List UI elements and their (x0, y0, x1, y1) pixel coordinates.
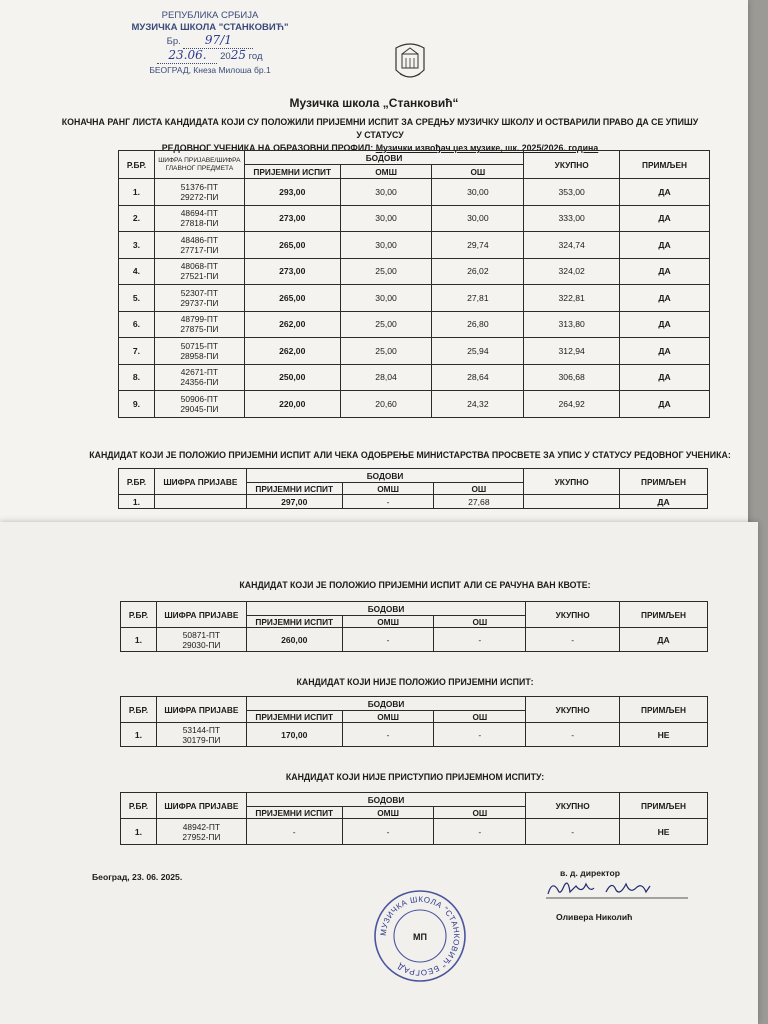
table-row (121, 628, 708, 652)
table-row (121, 723, 708, 747)
cell-exam: 262,00 (244, 311, 340, 338)
stamp-date-day: 23.06. (168, 48, 207, 62)
cell-total: - (526, 723, 620, 747)
col-rb: Р.БР. (121, 697, 157, 723)
official-seal-icon (372, 888, 468, 984)
col-admitted: ПРИМЉЕН (620, 697, 708, 723)
table-row (119, 232, 710, 259)
cell-code-2: 27875-ПИ (180, 324, 219, 335)
cell-exam: 170,00 (246, 723, 342, 747)
cell-omsh: 25,00 (340, 258, 432, 285)
stamp-number-line (120, 34, 300, 49)
cell-code-1: 48068-ПТ (180, 261, 218, 272)
col-points: БОДОВИ (246, 793, 525, 807)
cell-total: 313,80 (524, 311, 620, 338)
cell-exam: 250,00 (244, 364, 340, 391)
col-total: УКУПНО (526, 602, 620, 628)
cell-rb: 1. (121, 628, 157, 652)
cell-code (156, 819, 246, 845)
cell-omsh: 30,00 (340, 285, 432, 312)
col-code: ШИФРА ПРИЈАВЕ (156, 793, 246, 819)
cell-omsh: 20,60 (340, 391, 432, 418)
crest-icon (390, 40, 430, 84)
col-code: ШИФРА ПРИЈАВЕ (156, 602, 246, 628)
cell-code (154, 391, 244, 418)
cell-exam: 273,00 (244, 258, 340, 285)
cell-rb: 4. (119, 258, 155, 285)
col-osh: ОШ (434, 616, 526, 628)
cell-omsh: 25,00 (340, 311, 432, 338)
stamp-date-year-prefix: 20 (220, 51, 231, 62)
cell-admitted: ДА (620, 311, 710, 338)
col-total: УКУПНО (526, 793, 620, 819)
cell-code-1: 53144-ПТ (182, 724, 220, 735)
cell-omsh: 30,00 (340, 179, 432, 206)
cell-total: 322,81 (524, 285, 620, 312)
svg-text:МУЗИЧКА ШКОЛА "СТАНКОВИЋ" БЕОГ: МУЗИЧКА ШКОЛА "СТАНКОВИЋ" БЕОГРАД (378, 894, 462, 978)
col-osh: ОШ (434, 483, 524, 495)
col-omsh: ОМШ (342, 711, 434, 723)
col-points: БОДОВИ (246, 697, 525, 711)
cell-omsh: 25,00 (340, 338, 432, 365)
cell-admitted: ДА (620, 179, 710, 206)
cell-osh: - (434, 723, 526, 747)
table-row (119, 338, 710, 365)
quota-section-title: КАНДИДАТ КОЈИ ЈЕ ПОЛОЖИО ПРИЈЕМНИ ИСПИТ АЛИ СЕ РАЧУНА ВАН КВОТЕ: (239, 580, 591, 590)
cell-exam: 260,00 (246, 628, 342, 652)
cell-omsh: 30,00 (340, 232, 432, 259)
stamp-date-year: 25 (230, 48, 246, 62)
cell-code-1: 50715-ПТ (180, 340, 218, 351)
cell-admitted: ДА (620, 495, 708, 509)
director-label: в. д. директор (560, 868, 620, 878)
cell-total: 264,92 (524, 391, 620, 418)
cell-total: 333,00 (524, 205, 620, 232)
table-row (119, 391, 710, 418)
cell-rb: 3. (119, 232, 155, 259)
cell-code-2: 27952-ПИ (182, 831, 221, 842)
cell-rb: 5. (119, 285, 155, 312)
cell-rb: 1. (121, 723, 157, 747)
col-omsh: ОМШ (342, 616, 434, 628)
cell-osh: 26,80 (432, 311, 524, 338)
cell-exam: 293,00 (244, 179, 340, 206)
cell-code (154, 364, 244, 391)
col-admitted: ПРИМЉЕН (620, 469, 708, 495)
director-name: Оливера Николић (556, 912, 633, 922)
col-exam: ПРИЈЕМНИ ИСПИТ (246, 807, 342, 819)
cell-rb: 6. (119, 311, 155, 338)
cell-osh: 29,74 (432, 232, 524, 259)
stamp-number-value: 97/1 (204, 33, 232, 47)
cell-admitted: НЕ (620, 819, 708, 845)
table-row (119, 311, 710, 338)
cell-osh: 27,68 (434, 495, 524, 509)
heading-line-1: КОНАЧНА РАНГ ЛИСТА КАНДИДАТА КОЈИ СУ ПОЛОЖИЛИ ПРИЈЕМНИ ИСПИТ ЗА СРЕДЊУ МУЗИЧКУ ШКОЛУ И ОСТВАРИЛИ ПРАВО ДА СЕ УПИШУ У СТАТУСУ (61, 117, 699, 140)
cell-code-1: 48942-ПТ (182, 821, 220, 832)
cell-omsh: - (342, 495, 434, 509)
cell-total: 306,68 (524, 364, 620, 391)
place-date: Београд, 23. 06. 2025. (92, 872, 183, 882)
col-osh: ОШ (434, 711, 526, 723)
col-osh: ОШ (432, 165, 524, 179)
cell-rb: 9. (119, 391, 155, 418)
quota-table (120, 601, 708, 652)
cell-code (154, 258, 244, 285)
cell-admitted: ДА (620, 258, 710, 285)
col-exam: ПРИЈЕМНИ ИСПИТ (246, 483, 342, 495)
stamp-school: МУЗИЧКА ШКОЛА "СТАНКОВИЋ" (131, 22, 289, 33)
cell-omsh: 30,00 (340, 205, 432, 232)
col-points: БОДОВИ (246, 469, 523, 483)
col-code: ШИФРА ПРИЈАВЕ (156, 697, 246, 723)
cell-osh: 30,00 (432, 179, 524, 206)
cell-osh: 24,32 (432, 391, 524, 418)
col-exam: ПРИЈЕМНИ ИСПИТ (246, 711, 342, 723)
cell-rb: 7. (119, 338, 155, 365)
cell-code-1: 42671-ПТ (180, 367, 218, 378)
signature-icon (542, 874, 692, 902)
ranking-table (118, 150, 710, 418)
cell-code-2: 24356-ПИ (180, 377, 219, 388)
cell-code (154, 285, 244, 312)
cell-total (524, 495, 620, 509)
stamp-date-line (120, 49, 300, 64)
col-exam: ПРИЈЕМНИ ИСПИТ (244, 165, 340, 179)
col-exam: ПРИЈЕМНИ ИСПИТ (246, 616, 342, 628)
stamp-address: БЕОГРАД, Кнеза Милоша бр.1 (149, 65, 271, 75)
failed-table (120, 696, 708, 747)
cell-total: - (526, 819, 620, 845)
cell-code-2: 29030-ПИ (182, 639, 221, 650)
col-omsh: ОМШ (342, 807, 434, 819)
cell-rb: 1. (119, 495, 155, 509)
cell-rb: 8. (119, 364, 155, 391)
col-total: УКУПНО (524, 469, 620, 495)
cell-code-2: 29045-ПИ (180, 403, 219, 414)
cell-code-1: 48486-ПТ (180, 234, 218, 245)
cell-admitted: ДА (620, 205, 710, 232)
cell-code (154, 205, 244, 232)
cell-code-2: 27818-ПИ (180, 218, 219, 229)
cell-total: 324,02 (524, 258, 620, 285)
table-row (119, 495, 708, 509)
heading-profile: Музички извођач џез музике, шк. 2025/2026. година (375, 143, 599, 153)
cell-osh: 30,00 (432, 205, 524, 232)
cell-rb: 1. (119, 179, 155, 206)
col-total: УКУПНО (524, 151, 620, 179)
stamp-country: РЕПУБЛИКА СРБИЈА (161, 10, 259, 21)
col-admitted: ПРИМЉЕН (620, 793, 708, 819)
cell-code (154, 311, 244, 338)
cell-omsh: - (342, 628, 434, 652)
col-points: БОДОВИ (244, 151, 523, 165)
cell-total: 353,00 (524, 179, 620, 206)
svg-text:МП: МП (413, 932, 427, 942)
absent-table (120, 792, 708, 845)
cell-code-1: 48799-ПТ (180, 314, 218, 325)
cell-exam: - (246, 819, 342, 845)
cell-code (156, 723, 246, 747)
col-code-main: ШИФРА ПРИЈАВЕ/ШИФРА ГЛАВНОГ ПРЕДМЕТА (154, 151, 244, 179)
cell-exam: 265,00 (244, 285, 340, 312)
absent-section-title: КАНДИДАТ КОЈИ НИЈЕ ПРИСТУПИО ПРИЈЕМНОМ ИСПИТУ: (285, 772, 545, 782)
cell-code (154, 179, 244, 206)
cell-osh: - (434, 628, 526, 652)
cell-osh: 26,02 (432, 258, 524, 285)
cell-admitted: ДА (620, 628, 708, 652)
col-code: ШИФРА ПРИЈАВЕ (154, 469, 246, 495)
failed-section-title: КАНДИДАТ КОЈИ НИЈЕ ПОЛОЖИО ПРИЈЕМНИ ИСПИТ: (296, 677, 534, 687)
cell-code (154, 495, 246, 509)
cell-code-2: 27521-ПИ (180, 271, 219, 282)
col-rb: Р.БР. (119, 469, 155, 495)
col-points: БОДОВИ (246, 602, 525, 616)
col-osh: ОШ (434, 807, 526, 819)
cell-code-1: 51376-ПТ (180, 181, 218, 192)
col-rb: Р.БР. (119, 151, 155, 179)
cell-admitted: ДА (620, 285, 710, 312)
cell-omsh: 28,04 (340, 364, 432, 391)
cell-code-2: 28958-ПИ (180, 350, 219, 361)
ministry-table (118, 468, 708, 509)
col-omsh: ОМШ (342, 483, 434, 495)
col-admitted: ПРИМЉЕН (620, 602, 708, 628)
cell-code-2: 27717-ПИ (180, 244, 219, 255)
cell-code (154, 232, 244, 259)
cell-code-1: 52307-ПТ (180, 287, 218, 298)
cell-exam: 273,00 (244, 205, 340, 232)
cell-exam: 265,00 (244, 232, 340, 259)
cell-code (156, 628, 246, 652)
table-row (119, 364, 710, 391)
cell-total: 312,94 (524, 338, 620, 365)
registration-stamp (120, 10, 300, 76)
cell-omsh: - (342, 819, 434, 845)
cell-admitted: ДА (620, 232, 710, 259)
ministry-section-title: КАНДИДАТ КОЈИ ЈЕ ПОЛОЖИО ПРИЈЕМНИ ИСПИТ АЛИ ЧЕКА ОДОБРЕЊЕ МИНИСТАРСТВА ПРОСВЕТЕ ЗА УПИС У СТАТУСУ РЕДОВНОГ УЧЕНИКА: (89, 450, 731, 460)
cell-osh: 28,64 (432, 364, 524, 391)
col-rb: Р.БР. (121, 602, 157, 628)
cell-code-1: 50871-ПТ (182, 629, 220, 640)
table-row (119, 285, 710, 312)
cell-total: 324,74 (524, 232, 620, 259)
cell-admitted: ДА (620, 391, 710, 418)
cell-admitted: ДА (620, 364, 710, 391)
table-row (119, 179, 710, 206)
col-omsh: ОМШ (340, 165, 432, 179)
cell-osh: 25,94 (432, 338, 524, 365)
cell-code-2: 29272-ПИ (180, 191, 219, 202)
cell-code (154, 338, 244, 365)
table-row (119, 205, 710, 232)
cell-code-1: 50906-ПТ (180, 393, 218, 404)
cell-exam: 262,00 (244, 338, 340, 365)
cell-admitted: ДА (620, 338, 710, 365)
cell-code-2: 29737-ПИ (180, 297, 219, 308)
cell-osh: 27,81 (432, 285, 524, 312)
stamp-year-word: год (248, 51, 263, 62)
cell-code-1: 48694-ПТ (180, 208, 218, 219)
cell-admitted: НЕ (620, 723, 708, 747)
col-total: УКУПНО (526, 697, 620, 723)
cell-code-2: 30179-ПИ (182, 734, 221, 745)
table-row (119, 258, 710, 285)
school-title: Музичка школа „Станковић“ (289, 96, 459, 110)
heading-profile-prefix: РЕДОВНОГ УЧЕНИКА НА ОБРАЗОВНИ ПРОФИЛ: (161, 143, 374, 153)
cell-rb: 1. (121, 819, 157, 845)
col-admitted: ПРИМЉЕН (620, 151, 710, 179)
col-rb: Р.БР. (121, 793, 157, 819)
cell-exam: 297,00 (246, 495, 342, 509)
cell-total: - (526, 628, 620, 652)
cell-osh: - (434, 819, 526, 845)
cell-omsh: - (342, 723, 434, 747)
stamp-number-label: Бр. (166, 36, 181, 47)
table-row (121, 819, 708, 845)
cell-exam: 220,00 (244, 391, 340, 418)
cell-rb: 2. (119, 205, 155, 232)
